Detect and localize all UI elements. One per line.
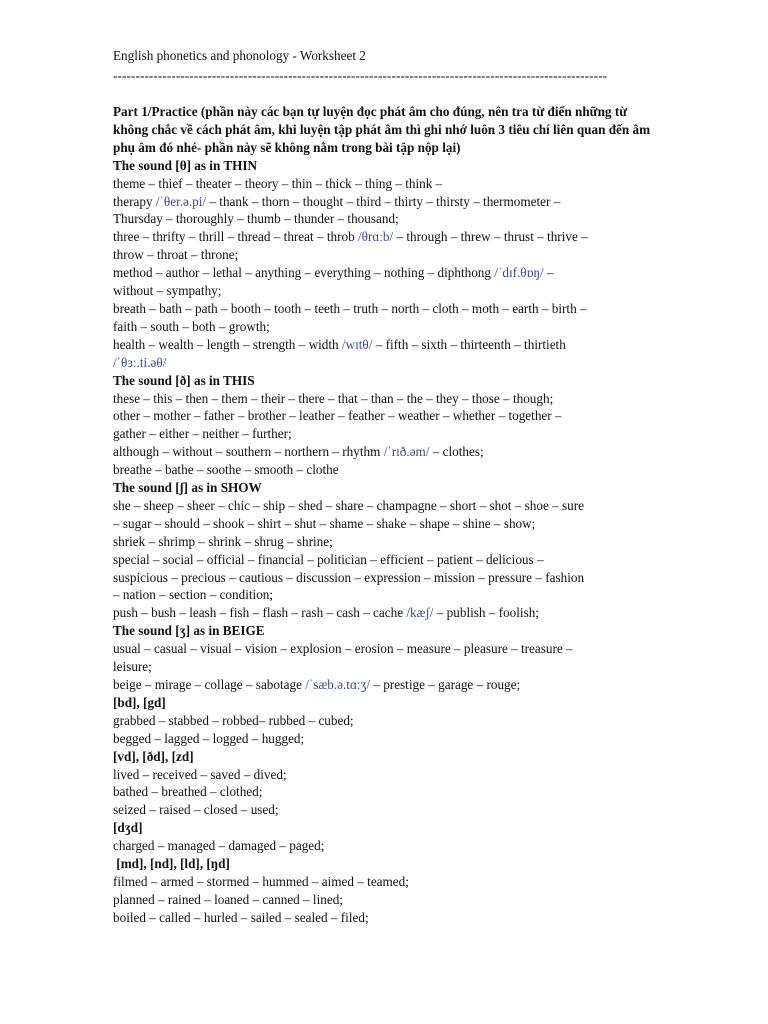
word-line: other – mother – father – brother – leather – feather – weather – whether – together – bbox=[113, 408, 562, 424]
word-line: breath – bath – path – booth – tooth – teeth – truth – north – cloth – moth – earth – birth – bbox=[113, 300, 587, 316]
section-heading-vd-zd: [vd], [ðd], [zd] bbox=[113, 748, 194, 764]
ipa-transcription: /ˈdɪf.θɒŋ/ bbox=[494, 265, 544, 281]
word-line: she – sheep – sheer – chic – ship – shed – share – champagne – short – shot – shoe – sure bbox=[113, 497, 584, 513]
word-text: – through – threw – thrust – thrive – bbox=[393, 229, 588, 245]
section-heading-dzd: [dʒd] bbox=[113, 820, 143, 836]
word-line: special – social – official – financial – politician – efficient – patient – delicious – bbox=[113, 551, 544, 567]
word-line: breathe – bathe – soothe – smooth – clothe bbox=[113, 462, 339, 478]
document-title: English phonetics and phonology - Worksheet 2 bbox=[113, 48, 366, 63]
title-divider: -------------------------------------------------------------------------------------------------------------- bbox=[113, 68, 608, 83]
word-line: boiled – called – hurled – sailed – sealed – filed; bbox=[113, 909, 369, 925]
word-line: faith – south – both – growth; bbox=[113, 318, 270, 334]
ipa-transcription: /kæʃ/ bbox=[406, 605, 434, 621]
section-heading-show: The sound [ʃ] as in SHOW bbox=[113, 480, 262, 496]
word-text: therapy bbox=[113, 193, 156, 209]
word-line: gather – either – neither – further; bbox=[113, 426, 292, 442]
ipa-transcription: /ˈθɜː.ti.əθ/ bbox=[113, 354, 167, 370]
word-text: beige – mirage – collage – sabotage bbox=[113, 677, 306, 692]
word-line: – nation – section – condition; bbox=[113, 587, 274, 603]
word-text: – fifth – sixth – thirteenth – thirtieth bbox=[372, 336, 566, 352]
word-line: throw – throat – throne; bbox=[113, 247, 239, 263]
section-heading-thin: The sound [θ] as in THIN bbox=[113, 157, 258, 173]
word-text: – clothes; bbox=[429, 444, 484, 460]
word-line: theme – thief – theater – theory – thin – thick – thing – think – bbox=[113, 175, 443, 191]
word-text: three – thrifty – thrill – thread – threat – throb bbox=[113, 229, 358, 245]
word-text: push – bush – leash – fish – flash – rash – cash – cache bbox=[113, 605, 407, 621]
word-line: Thursday – thoroughly – thumb – thunder – thousand; bbox=[113, 211, 399, 227]
word-line: grabbed – stabbed – robbed– rubbed – cubed; bbox=[113, 712, 354, 728]
word-text: – bbox=[543, 265, 554, 281]
section-heading-this: The sound [ð] as in THIS bbox=[113, 372, 255, 388]
word-line: begged – lagged – logged – hugged; bbox=[113, 730, 305, 746]
word-text: method – author – lethal – anything – everything – nothing – diphthong bbox=[113, 265, 495, 281]
word-text: health – wealth – length – strength – width bbox=[113, 336, 342, 352]
word-line: shriek – shrimp – shrink – shrug – shrine; bbox=[113, 533, 333, 549]
word-line bbox=[113, 354, 658, 372]
word-line: these – this – then – them – their – there – that – than – the – they – those – though; bbox=[113, 390, 554, 406]
ipa-transcription: /wɪtθ/ bbox=[341, 336, 373, 352]
part-intro: Part 1/Practice (phần này các bạn tự luyện đọc phát âm cho đúng, nên tra từ điển những từ không chắc về cách phát âm, khi luyện tập phát âm thì ghi nhớ luôn 3 tiêu chí liên quan đến âm phụ âm đó nhé- phần này sẽ không nằm trong bài tập nộp lại) bbox=[113, 104, 651, 155]
ipa-transcription: /ˈθer.ə.pi/ bbox=[155, 193, 207, 209]
spacer bbox=[113, 86, 658, 103]
word-line: – sugar – should – shook – shirt – shut – shame – shake – shape – shine – show; bbox=[113, 515, 536, 531]
word-line: seized – raised – closed – used; bbox=[113, 802, 279, 818]
word-text: – publish – foolish; bbox=[433, 605, 539, 621]
word-line bbox=[113, 264, 658, 282]
word-line bbox=[113, 604, 658, 622]
word-line bbox=[113, 443, 658, 461]
word-line bbox=[113, 676, 658, 694]
section-heading-bd-gd: [bd], [gd] bbox=[113, 694, 166, 710]
word-line: suspicious – precious – cautious – discussion – expression – mission – pressure – fashion bbox=[113, 569, 585, 585]
word-line bbox=[113, 336, 658, 354]
word-line: charged – managed – damaged – paged; bbox=[113, 838, 325, 854]
word-text: – thank – thorn – thought – third – thirty – thirsty – thermometer – bbox=[206, 193, 561, 209]
word-text: – prestige – garage – rouge; bbox=[370, 677, 521, 692]
ipa-transcription: /ˈsæb.ə.tɑːʒ/ bbox=[305, 677, 371, 692]
word-line bbox=[113, 228, 658, 246]
section-heading-md-nd: [md], [nd], [ld], [ŋd] bbox=[113, 856, 230, 872]
word-line: planned – rained – loaned – canned – lined; bbox=[113, 891, 343, 907]
word-line bbox=[113, 193, 658, 211]
word-line: usual – casual – visual – vision – explosion – erosion – measure – pleasure – treasure – bbox=[113, 641, 573, 657]
word-line: without – sympathy; bbox=[113, 283, 222, 299]
ipa-transcription: /θrɑːb/ bbox=[358, 229, 394, 245]
word-line: leisure; bbox=[113, 659, 152, 675]
ipa-transcription: /ˈrɪð.əm/ bbox=[383, 444, 430, 460]
worksheet-content bbox=[113, 46, 658, 927]
word-line: filmed – armed – stormed – hummed – aimed – teamed; bbox=[113, 873, 409, 889]
section-heading-beige: The sound [ʒ] as in BEIGE bbox=[113, 623, 265, 639]
word-line: bathed – breathed – clothed; bbox=[113, 784, 263, 800]
word-text: although – without – southern – northern – rhythm bbox=[113, 444, 384, 460]
word-line: lived – received – saved – dived; bbox=[113, 766, 287, 782]
